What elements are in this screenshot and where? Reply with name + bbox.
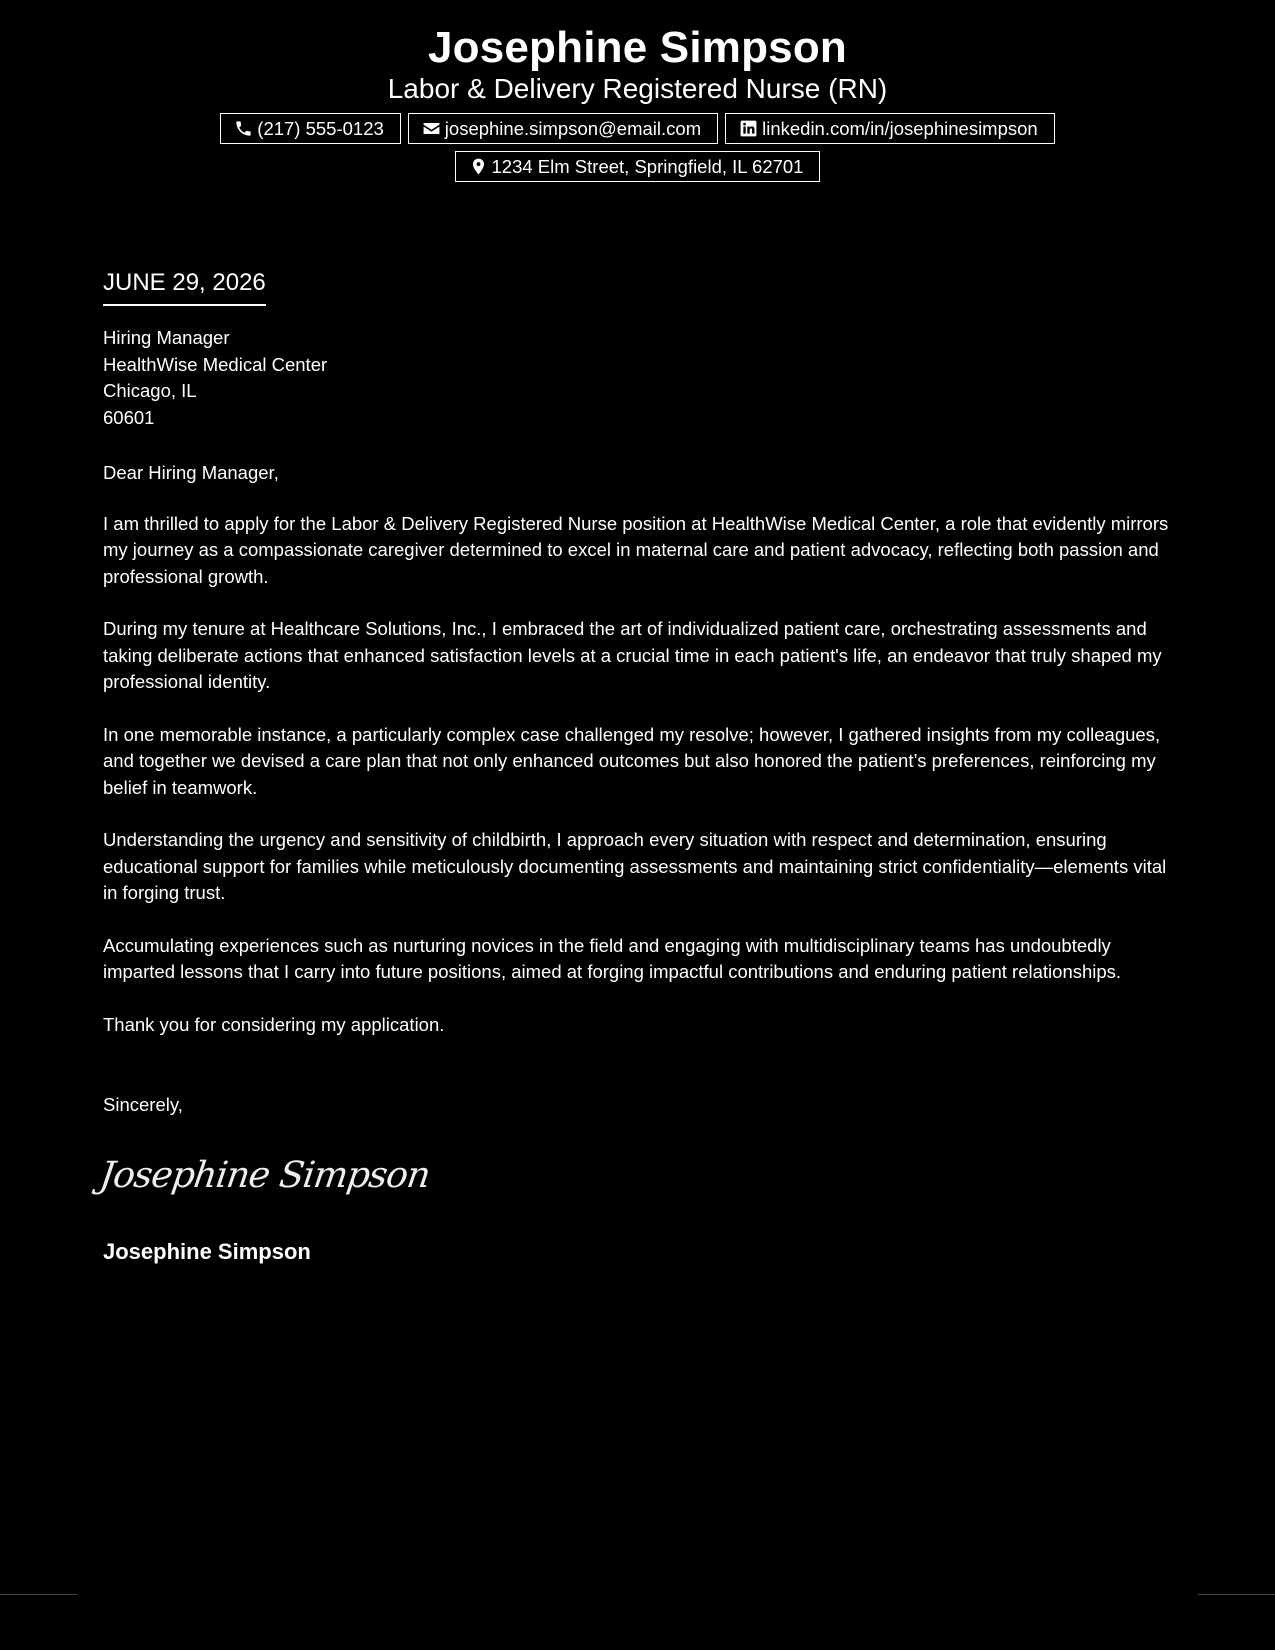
body-paragraph: I am thrilled to apply for the Labor & Delivery Registered Nurse position at HealthWise Medical Center, a role that evidently mirrors my journey as a compassionate caregiver determined to excel in maternal care and patient advocacy, reflecting both passion and professional growth. [103,512,1169,587]
body-paragraph: In one memorable instance, a particularly complex case challenged my resolve; however, I gathered insights from my colleagues, and together we devised a care plan that not only enhanced outcomes but also honored the patient’s preferences, reinforcing my belief in teamwork. [103,723,1161,798]
address-text: 1234 Elm Street, Springfield, IL 62701 [491,155,804,177]
recipient-zip: 60601 [103,406,155,428]
phone-contact[interactable] [220,113,401,144]
body-paragraph: Accumulating experiences such as nurturing novices in the field and engaging with multidisciplinary teams has undoubtedly imparted lessons that I carry into future positions, aimed at forging impactful contributions and enduring patient relationships. [103,934,1122,982]
email-text: josephine.simpson@email.com [444,117,702,139]
recipient-city-state: Chicago, IL [103,380,197,401]
applicant-title: Labor & Delivery Registered Nurse (RN) [387,73,888,104]
salutation: Dear Hiring Manager, [103,462,279,483]
body-paragraph: During my tenure at Healthcare Solutions, Inc., I embraced the art of individualized patient care, orchestrating assessments and taking deliberate actions that enhanced satisfaction levels at a crucial time in each patient's life, an endeavor that truly shaped my professional identity. [103,618,1162,692]
body-paragraph: Understanding the urgency and sensitivity of childbirth, I approach every situation with respect and determination, ensuring educational support for families while meticulously documenting assessments and maintaining strict confidentiality—elements vital in forging trust. [103,829,1167,903]
recipient-block [103,325,327,431]
closing: Sincerely, [103,1094,183,1115]
recipient-company: HealthWise Medical Center [103,353,328,375]
handwritten-signature: Josephine Simpson [97,1155,433,1196]
body-paragraph: Thank you for considering my application. [103,1013,445,1035]
linkedin-text: linkedin.com/in/josephinesimpson [762,117,1038,139]
footer-rule-right [1198,1594,1275,1595]
address-contact[interactable] [455,151,821,182]
contact-row [0,113,1275,144]
map-pin-icon [469,157,488,176]
phone-icon [234,119,253,138]
footer-rule-left [0,1594,77,1595]
address-row [0,151,1275,182]
letter-body [103,460,1173,1064]
envelope-icon [422,119,441,138]
applicant-name: Josephine Simpson [427,23,848,72]
email-contact[interactable] [408,113,718,144]
linkedin-icon [739,119,758,138]
linkedin-contact[interactable] [725,113,1055,144]
recipient-name: Hiring Manager [103,327,230,348]
signed-name: Josephine Simpson [103,1239,311,1264]
letter-date: JUNE 29, 2026 [103,268,266,306]
phone-text: (217) 555-0123 [257,117,384,139]
